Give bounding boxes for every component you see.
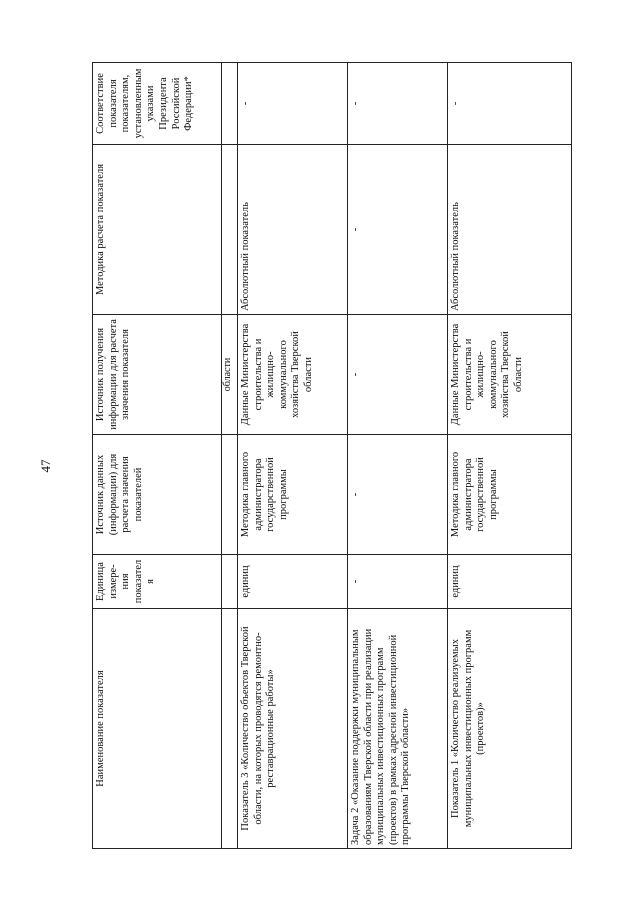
row-info-source: Данные Министерства строительства и жилищно-коммунального хозяйства Тверской области — [448, 315, 572, 435]
cont-cell-compliance — [222, 63, 238, 145]
row-unit: единиц — [448, 555, 572, 609]
cont-cell-data-source — [222, 435, 238, 555]
header-method: Методика расчета показателя — [93, 145, 222, 315]
header-name: Наименование показателя — [93, 609, 222, 849]
continuation-row — [222, 63, 238, 849]
row-data-source: - — [348, 435, 448, 555]
row-method: Абсолютный показатель — [448, 145, 572, 315]
row-name: Задача 2 «Оказание поддержки муниципальным образованиям Тверской области при реализации муниципальных инвестиционных программ (проектов) в рамках адресной инвестиционной программы Тверской области» — [348, 609, 448, 849]
row-method: Абсолютный показатель — [238, 145, 348, 315]
header-data-source: Источник данных (информации) для расчета значения показателей — [93, 435, 222, 555]
row-unit: - — [348, 555, 448, 609]
row-info-source: - — [348, 315, 448, 435]
indicators-table — [92, 62, 572, 849]
row-compliance: - — [348, 63, 448, 145]
table-row — [238, 63, 348, 849]
header-row — [93, 63, 222, 849]
row-unit: единиц — [238, 555, 348, 609]
row-name: Показатель 1 «Количество реализуемых муниципальных инвестиционных программ (проектов)» — [448, 609, 572, 849]
header-info-source: Источник получения информации для расчета значения показателя — [93, 315, 222, 435]
cont-cell-unit — [222, 555, 238, 609]
rotated-table-container — [92, 63, 565, 849]
row-name: Показатель 3 «Количество объектов Тверской области, на которых проводятся ремонтно-реставрационные работы» — [238, 609, 348, 849]
table-row — [448, 63, 572, 849]
header-unit: Единица измере-ния показателя — [93, 555, 222, 609]
row-compliance: - — [448, 63, 572, 145]
row-info-source: Данные Министерства строительства и жилищно-коммунального хозяйства Тверской области — [238, 315, 348, 435]
row-compliance: - — [238, 63, 348, 145]
cont-cell-info-source: области — [222, 315, 238, 435]
row-data-source: Методика главного администратора государственной программы — [448, 435, 572, 555]
header-compliance: Соответствие показателя показателям, установленным указами Президента Российской Федерации* — [93, 63, 222, 145]
page-number: 47 — [38, 459, 53, 473]
table-row — [348, 63, 448, 849]
cont-cell-name — [222, 609, 238, 849]
row-data-source: Методика главного администратора государственной программы — [238, 435, 348, 555]
cont-cell-method — [222, 145, 238, 315]
row-method: - — [348, 145, 448, 315]
